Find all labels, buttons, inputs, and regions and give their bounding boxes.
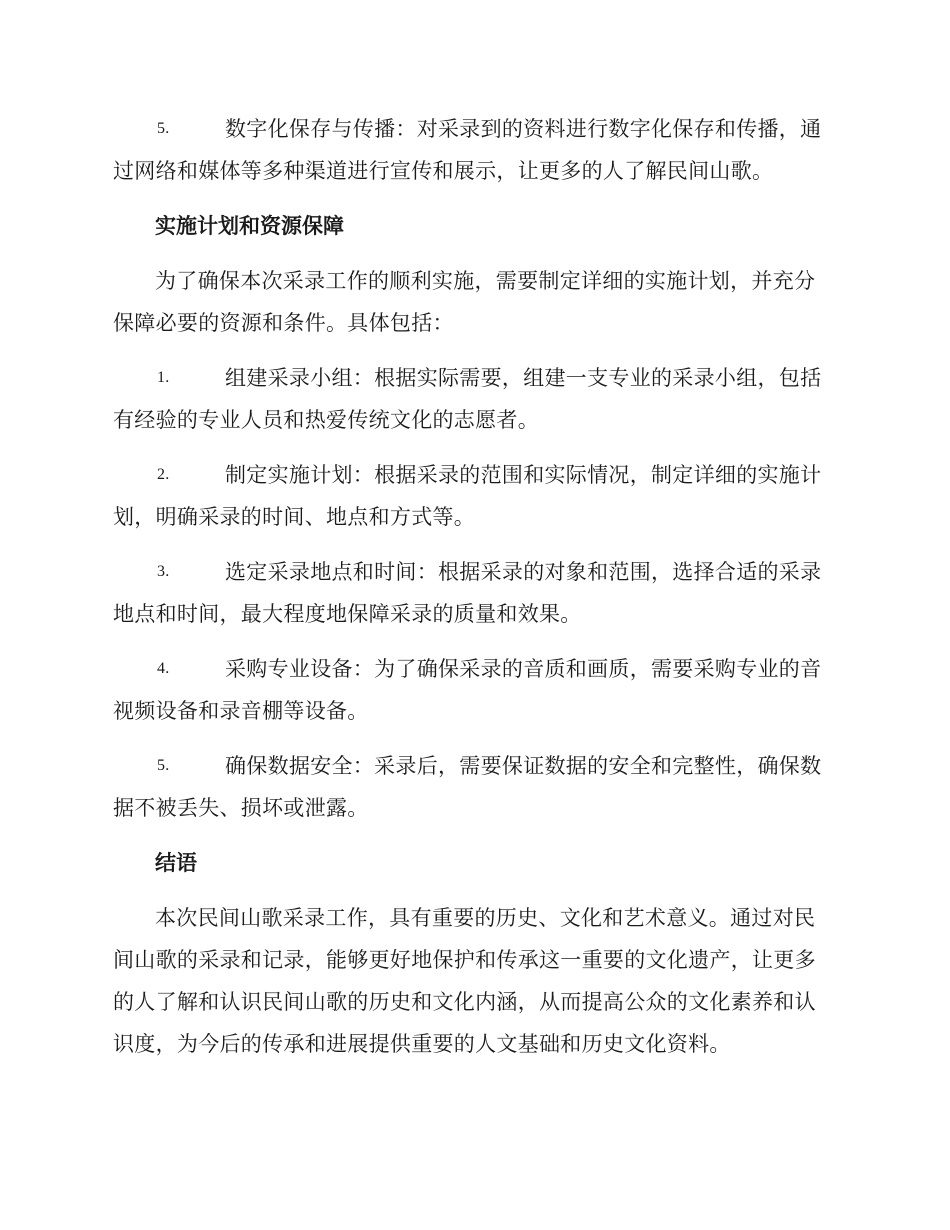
list-item [113, 551, 835, 635]
section-heading-implementation: 实施计划和资源保障 [155, 214, 344, 238]
list-item-number: 1. [157, 369, 170, 386]
list-item-text: 采购专业设备：为了确保采录的音质和画质，需要采购专业的音视频设备和录音棚等设备。 [113, 657, 822, 723]
list-item [113, 108, 835, 192]
list-item-number: 5. [157, 757, 170, 774]
document-content [113, 108, 835, 1078]
list-item-number: 4. [157, 660, 170, 677]
list-item [113, 357, 835, 441]
list-item [113, 745, 835, 829]
conclusion-paragraph: 本次民间山歌采录工作，具有重要的历史、文化和艺术意义。通过对民间山歌的采录和记录，能够更好地保护和传承这一重要的文化遗产，让更多的人了解和认识民间山歌的历史和文化内涵，从而提高公众的文化素养和认识度，为今后的传承和进展提供重要的人文基础和历史文化资料。 [113, 906, 816, 1056]
list-item-text: 组建采录小组：根据实际需要，组建一支专业的采录小组，包括有经验的专业人员和热爱传统文化的志愿者。 [113, 366, 822, 432]
list-item [113, 454, 835, 538]
list-item-text: 选定采录地点和时间：根据采录的对象和范围，选择合适的采录地点和时间，最大程度地保障采录的质量和效果。 [113, 560, 822, 626]
list-item-number: 5. [157, 120, 170, 137]
list-item [113, 648, 835, 732]
section-intro-paragraph: 为了确保本次采录工作的顺利实施，需要制定详细的实施计划，并充分保障必要的资源和条件。具体包括： [113, 269, 816, 335]
list-item-text: 数字化保存与传播：对采录到的资料进行数字化保存和传播，通过网络和媒体等多种渠道进行宣传和展示，让更多的人了解民间山歌。 [113, 117, 822, 183]
list-item-text: 确保数据安全：采录后，需要保证数据的安全和完整性，确保数据不被丢失、损坏或泄露。 [113, 754, 822, 820]
list-item-number: 3. [157, 563, 170, 580]
list-item-number: 2. [157, 466, 170, 483]
list-item-text: 制定实施计划：根据采录的范围和实际情况，制定详细的实施计划，明确采录的时间、地点和方式等。 [113, 463, 822, 529]
section-heading-conclusion: 结语 [155, 851, 197, 875]
